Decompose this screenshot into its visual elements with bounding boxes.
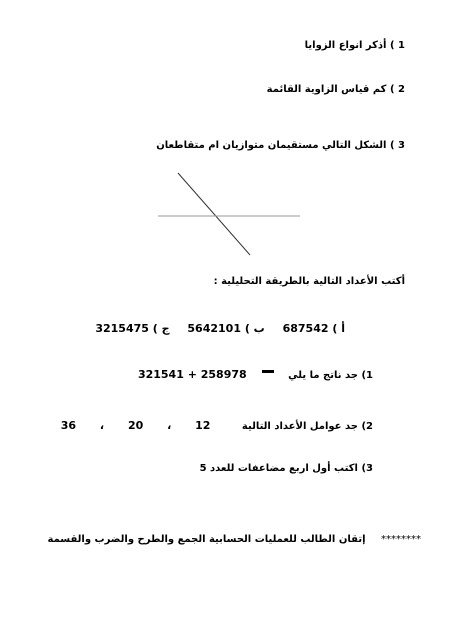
question-2-text: كم قياس الزاوية القائمة <box>266 84 387 95</box>
choice-c: ج ) 3215475 <box>95 322 170 335</box>
separator: ، <box>167 419 172 432</box>
number-12: 12 <box>195 419 211 432</box>
problem-3-number: 3) <box>361 463 373 474</box>
question-2-number: 2 ) <box>389 84 405 95</box>
analysis-header: أكتب الأعداد التالية بالطريقة التحليلية : <box>213 276 405 287</box>
question-1-text: أذكر انواع الزوايا <box>304 40 387 51</box>
problem-1 <box>138 368 373 381</box>
question-3-text: الشكل التالي مستقيمان متوازيان ام متقاطعان <box>156 140 387 151</box>
problem-2-number: 2) <box>361 421 373 432</box>
minus-mark <box>262 370 274 373</box>
question-3 <box>156 140 405 151</box>
choice-b: ب ) 5642101 <box>187 322 265 335</box>
footer-objective <box>48 534 421 545</box>
footer-stars: ******** <box>381 534 421 545</box>
number-36: 36 <box>60 419 77 432</box>
question-3-number: 3 ) <box>389 140 405 151</box>
problem-3-text: اكتب أول اربع مضاعفات للعدد 5 <box>199 463 358 474</box>
problem-3 <box>200 463 373 474</box>
choice-a: أ ) 687542 <box>282 322 345 335</box>
problem-2-numbers <box>51 419 221 432</box>
problem-2 <box>51 419 373 432</box>
analysis-choices <box>81 322 345 335</box>
problem-1-text: جد ناتج ما يلي <box>288 370 358 381</box>
number-20: 20 <box>127 419 144 432</box>
question-1-number: 1 ) <box>389 40 405 51</box>
separator: ، <box>99 419 105 432</box>
question-1 <box>305 40 405 51</box>
problem-1-expression: 321541 + 258978 <box>137 368 247 381</box>
problem-2-text: جد عوامل الأعداد التالية <box>241 421 358 432</box>
footer-text: إتقان الطالب للعمليات الحسابية الجمع والطرح والضرب والقسمة <box>47 534 366 545</box>
intersecting-lines-figure <box>150 165 300 260</box>
diagonal-line <box>178 173 250 255</box>
problem-1-number: 1) <box>361 370 373 381</box>
question-2 <box>267 84 405 95</box>
